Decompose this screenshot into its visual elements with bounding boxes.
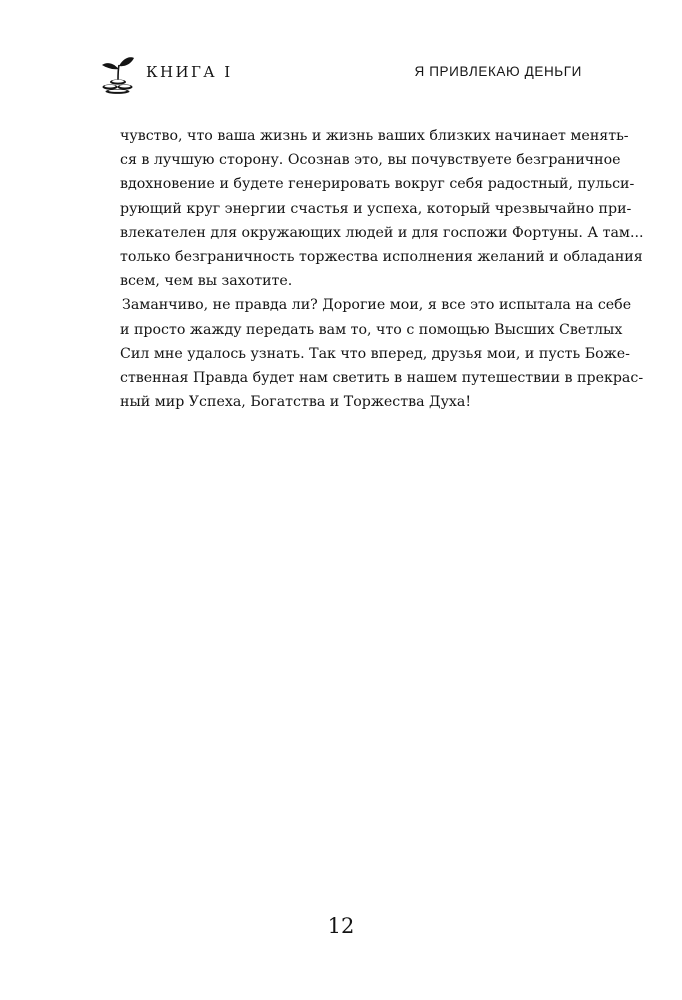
text-line: ся в лучшую сторону. Осознав это, вы почувствуете безграничное: [120, 152, 621, 169]
text-line: всем, чем вы захотите.: [120, 273, 293, 290]
book-label: КНИГА I: [146, 63, 233, 81]
paragraph-2: [120, 293, 644, 414]
sprout-on-coins-icon: [100, 52, 136, 94]
page-number: 12: [327, 914, 355, 938]
text-line: рующий круг энергии счастья и успеха, который чрезвычайно при-: [120, 200, 632, 217]
running-header: [0, 0, 682, 100]
text-line: ный мир Успеха, Богатства и Торжества Духа!: [120, 394, 472, 411]
text-line: ственная Правда будет нам светить в нашем путешествии в прекрас-: [120, 369, 644, 386]
paragraph-1: [120, 124, 644, 293]
text-line: Сил мне удалось узнать. Так что вперед, друзья мои, и пусть Боже-: [120, 345, 630, 362]
text-line: вдохновение и будете генерировать вокруг себя радостный, пульси-: [120, 176, 635, 193]
chapter-title: Я ПРИВЛЕКАЮ ДЕНЬГИ: [414, 64, 582, 79]
body-text: [120, 124, 644, 414]
text-line: чувство, что ваша жизнь и жизнь ваших близких начинает менять-: [120, 128, 629, 144]
text-line: Заманчиво, не правда ли? Дорогие мои, я все это испытала на себе: [122, 297, 632, 314]
text-line: влекателен для окружающих людей и для госпожи Фортуны. А там...: [120, 224, 644, 241]
text-line: только безграничность торжества исполнения желаний и обладания: [120, 248, 643, 265]
text-line: и просто жажду передать вам то, что с помощью Высших Светлых: [120, 321, 623, 338]
